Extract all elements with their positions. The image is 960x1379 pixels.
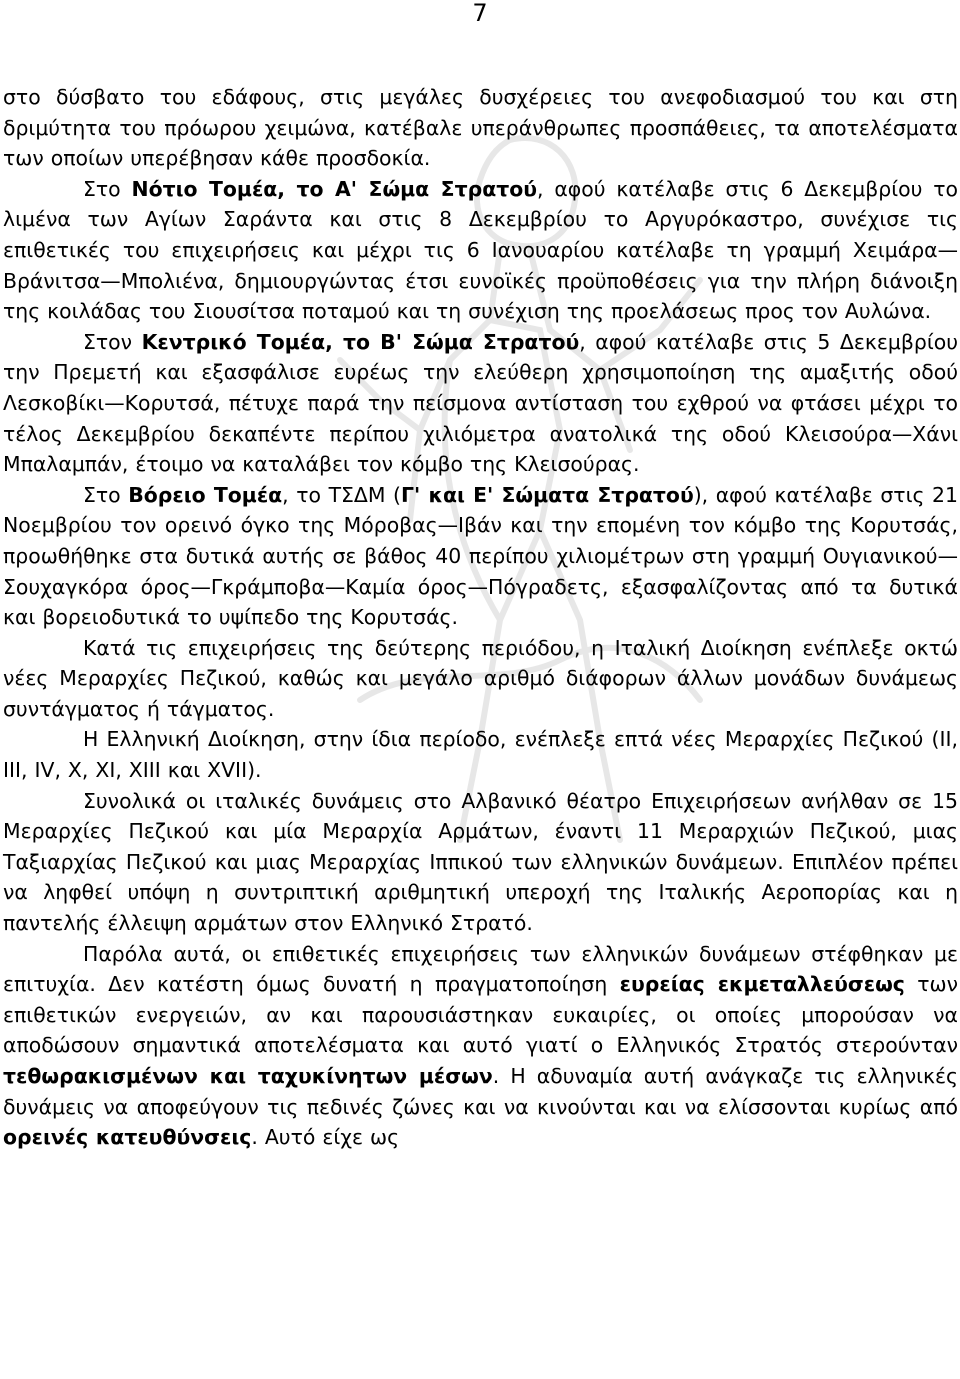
bold-text: ευρείας εκμεταλλεύσεως <box>619 972 905 997</box>
text-run: , το ΤΣΔΜ ( <box>282 482 402 507</box>
document-body <box>3 82 958 1153</box>
paragraph: στο δύσβατο του εδάφους, στις μεγάλες δυσχέρειες του ανεφοδιασμού του και στη δριμύτητα του πρόωρου χειμώνα, κατέβαλε υπεράνθρωπες προσπάθειες, τα αποτελέσματα των οποίων υπερέβησαν κάθε προσδοκία. <box>3 85 958 171</box>
text-run: , αφού κατέλαβε στις 5 Δεκεμβρίου την Πρεμετή και εξασφάλισε ευρέως την ελεύθερη χρησιμοποίηση της αμαξιτής οδού Λεσκοβίκι—Κορυτσά, πέτυχε παρά την πείσμονα αντίσταση του εχθρού να φτάσει μέχρι το τέλος Δεκεμβρίου δεκαπέντε περίπου χιλιόμετρα ανατολικά της οδού Κλεισούρα—Χάνι Μπαλαμπάν, έτοιμο να καταλάβει τον κόμβο της Κλεισούρας. <box>3 329 958 477</box>
paragraph-northern-sector <box>3 480 958 633</box>
text-run: Παρόλα αυτά, οι επιθετικές επιχειρήσεις των ελληνικών δυνάμεων στέφθηκαν με επιτυχία. Δεν κατέστη όμως δυνατή η πραγματοποίηση <box>3 941 958 997</box>
text-run: , αφού κατέλαβε στις 6 Δεκεμβρίου το λιμένα των Αγίων Σαράντα και στις 8 Δεκεμβρίου το Αργυρόκαστρο, συνέχισε τις επιθετικές του επιχειρήσεις και μέχρι τις 6 Ιανουαρίου κατέλαβε τη γραμμή Χειμάρα—Βράνιτσα—Μπολιένα, δημιουργώντας έτσι ευνοϊκές προϋποθέσεις για την πλήρη διάνοιξη της κοιλάδας του Σιουσίτσα ποταμού και τη συνέχιση της προελάσεως προς τον Αυλώνα. <box>3 176 958 324</box>
text-run: . Αυτό είχε ως <box>251 1125 400 1150</box>
bold-text: Νότιο Τομέα, το Α' Σώμα Στρατού <box>131 176 537 201</box>
text-run: Στον <box>83 329 142 354</box>
paragraph-conclusion <box>3 939 958 1153</box>
text-run: . Η αδυναμία αυτή ανάγκαζε τις ελληνικές δυνάμεις να αποφεύγουν τις πεδινές ζώνες και να κινούνται και να ελίσσονται κυρίως από <box>3 1064 959 1119</box>
paragraph: Κατά τις επιχειρήσεις της δεύτερης περιόδου, η Ιταλική Διοίκηση ενέπλεξε οκτώ νέες Μεραρχίες Πεζικού, καθώς και μεγάλο αριθμό διάφορων άλλων μονάδων δυνάμεως συντάγματος ή τάγματος. <box>3 635 958 721</box>
text-run: ), αφού κατέλαβε στις 21 Νοεμβρίου τον ορεινό όγκο της Μόροβας—Ιβάν και την επομένη τον κόμβο της Κορυτσάς, προωθήθηκε στα δυτικά αυτής σε βάθος 40 περίπου χιλιομέτρων στη γραμμή Ουγιανικού—Σουχαγκόρα όρος—Γκράμποβα—Καμία όρος—Πόγραδετς, εξασφαλίζοντας από τα δυτικά και βορειοδυτικά το υψίπεδο της Κορυτσάς. <box>3 482 958 630</box>
paragraph: Η Ελληνική Διοίκηση, στην ίδια περίοδο, ενέπλεξε επτά νέες Μεραρχίες Πεζικού (ΙΙ, ΙΙΙ, IV, X, XI, XIII και XVII). <box>3 727 958 783</box>
bold-text: Γ' και Ε' Σώματα Στρατού <box>401 482 694 507</box>
bold-text: τεθωρακισμένων και ταχυκίνητων μέσων <box>3 1064 493 1088</box>
bold-text: Βόρειο Τομέα <box>128 482 283 507</box>
paragraph-central-sector <box>3 327 958 480</box>
paragraph-southern-sector <box>3 174 958 327</box>
bold-text: Κεντρικό Τομέα, το Β' Σώμα Στρατού <box>141 329 580 354</box>
text-run: Στο <box>83 176 132 201</box>
paragraph: Συνολικά οι ιταλικές δυνάμεις στο Αλβανικό θέατρο Επιχειρήσεων ανήλθαν σε 15 Μεραρχίες Πεζικού και μία Μεραρχία Αρμάτων, έναντι 11 Μεραρχιών Πεζικού, μιας Ταξιαρχίας Πεζικού και μιας Μεραρχίας Ιππικού των ελληνικών δυνάμεων. Επιπλέον πρέπει να ληφθεί υπόψη η συντριπτική αριθμητική υπεροχή της Ιταλικής Αεροπορίας και η παντελής έλλειψη αρμάτων στον Ελληνικό Στρατό. <box>3 788 958 936</box>
bold-text: ορεινές κατευθύνσεις <box>3 1125 252 1150</box>
text-run: των επιθετικών ενεργειών, αν και παρουσιάστηκαν ευκαιρίες, οι οποίες μπορούσαν να αποδώσουν σημαντικά αποτελέσματα και αυτό γιατί ο Ελληνικός Στρατός στερούνταν <box>3 972 958 1058</box>
page-number: 7 <box>472 0 488 27</box>
text-run: Στο <box>83 482 129 507</box>
